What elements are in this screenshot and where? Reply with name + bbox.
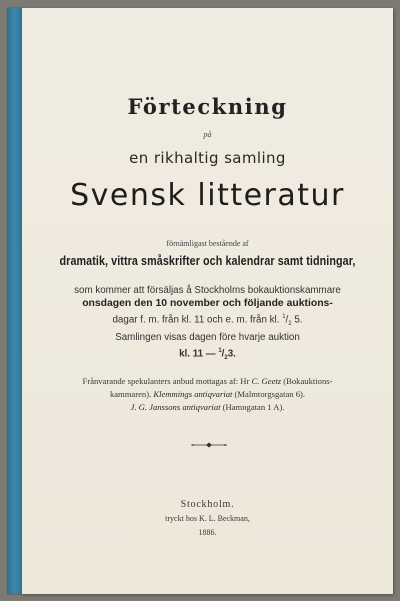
fraction-denominator: 2	[224, 355, 228, 362]
title-page	[22, 8, 393, 594]
imprint-year: 1886.	[198, 528, 217, 537]
dealer-address: (Malmtorgsgatan 6).	[234, 389, 306, 399]
subtitle: en rikhaltig samling	[129, 149, 286, 167]
fraction-numerator: 1	[282, 313, 286, 320]
dealer-address: (Bokauktions-	[283, 376, 333, 386]
dealer-address: (Hamngatan 1 A).	[222, 402, 285, 412]
dealers-line-2	[22, 388, 393, 401]
sale-line-5-text: kl. 11 —	[179, 348, 216, 360]
dealers-line-1	[22, 375, 393, 388]
imprint-place: Stockholm.	[180, 499, 235, 510]
page-title: Förteckning	[127, 94, 288, 119]
dealers-line-3	[22, 401, 393, 414]
sale-line-5: kl. 11 — $^1/_23$.	[179, 347, 236, 362]
fraction-numerator: 1	[218, 347, 222, 354]
preposition-text: på	[203, 130, 212, 139]
dealer-name: C. Geetz	[251, 376, 282, 386]
blue-spine	[7, 8, 23, 594]
description-bold: dramatik, vittra småskrifter och kalendrar samt tidningar,	[59, 254, 356, 268]
sale-line-2: onsdagen den 10 november och följande auktions-	[82, 298, 333, 310]
dealer-name: J. G. Janssons antiqvariat	[130, 402, 221, 412]
dealer-name: Klemmings antiqvariat	[153, 389, 233, 399]
dealers-intro: Frånvarande spekulanters anbud mottagas af: Hr	[82, 376, 250, 386]
description-small: förnämligast bestående af	[166, 239, 249, 248]
dealer-address: kammaren).	[109, 389, 152, 399]
sale-line-1: som kommer att försäljas å Stockholms bokauktionskammare	[74, 285, 341, 296]
sale-line-3: dagar f. m. från kl. 11 och e. m. från kl. $^1/_2$ 5.	[112, 313, 303, 328]
ornament-divider-icon	[189, 442, 229, 448]
sale-details	[22, 284, 393, 365]
imprint-printer: tryckt hos K. L. Beckman,	[165, 514, 250, 523]
sale-line-3-end: 5.	[294, 314, 303, 326]
fraction-denominator: 2	[288, 321, 292, 328]
sale-line-3-text: dagar f. m. från kl. 11 och e. m. från kl.	[112, 314, 280, 326]
dealers-block	[22, 375, 393, 414]
main-title: Svensk litteratur	[70, 178, 345, 213]
sale-line-5-end: 3.	[227, 348, 236, 360]
sale-line-4: Samlingen visas dagen före hvarje auktion	[115, 332, 300, 344]
